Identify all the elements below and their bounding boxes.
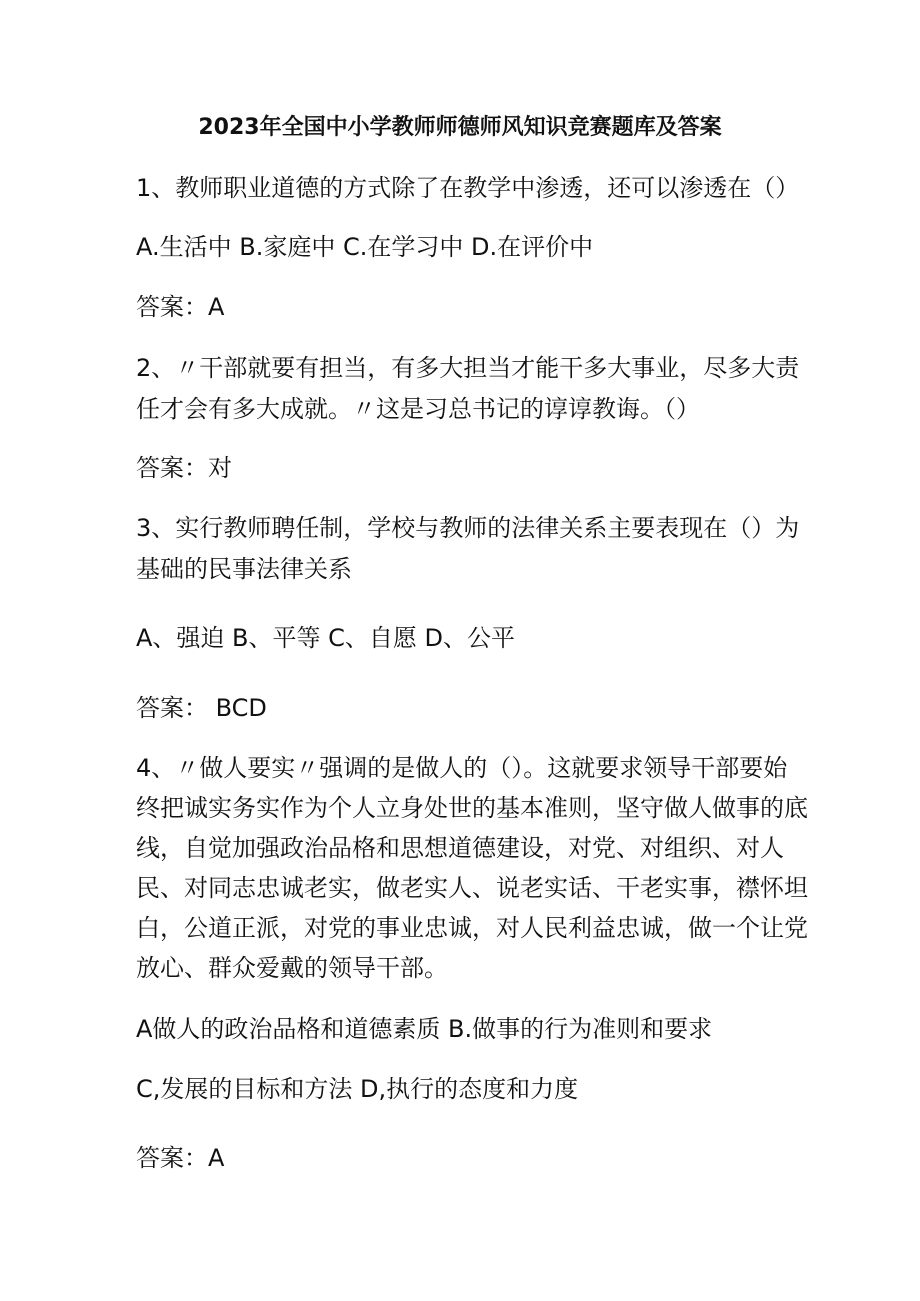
question-4-stem-line-4: 民、对同志忠诚老实，做老实人、说老实话、干老实事，襟怀坦 (136, 874, 808, 902)
document-title: 2023年全国中小学教师师德师风知识竞赛题库及答案 (198, 115, 722, 140)
question-4-stem-line-3: 线，自觉加强政治品格和思想道德建设，对党、对组织、对人 (136, 834, 784, 862)
question-4-stem-line-1: 4、〃做人要实〃强调的是做人的（）。这就要求领导干部要始 (136, 754, 788, 782)
question-4-stem-line-5: 白，公道正派，对党的事业忠诚，对人民利益忠诚，做一个让党 (136, 914, 808, 942)
question-1-stem-line-1: 1、教师职业道德的方式除了在教学中渗透，还可以渗透在（） (136, 174, 800, 202)
question-1-options: A.生活中 B.家庭中 C.在学习中 D.在评价中 (136, 233, 594, 261)
question-2-stem-line-2: 任才会有多大成就。〃这是习总书记的谆谆教诲。（） (136, 395, 700, 423)
question-4-stem-line-2: 终把诚实务实作为个人立身处世的基本准则，坚守做人做事的底 (136, 794, 808, 822)
question-2-answer: 答案：对 (136, 454, 232, 482)
question-4-answer: 答案：A (136, 1144, 225, 1172)
question-3-stem-line-2: 基础的民事法律关系 (136, 555, 352, 583)
question-3-answer: 答案： BCD (136, 694, 267, 722)
question-4-options-line-1: A做人的政治品格和道德素质 B.做事的行为准则和要求 (136, 1015, 713, 1043)
question-4-options-line-2: C,发展的目标和方法 D,执行的态度和力度 (136, 1075, 579, 1103)
question-4-stem-line-6: 放心、群众爱戴的领导干部。 (136, 954, 448, 982)
question-1-answer: 答案：A (136, 293, 225, 321)
question-3-options: A、强迫 B、平等 C、自愿 D、公平 (136, 624, 516, 652)
question-3-stem-line-1: 3、实行教师聘任制，学校与教师的法律关系主要表现在（）为 (136, 514, 800, 542)
question-2-stem-line-1: 2、〃干部就要有担当，有多大担当才能干多大事业，尽多大责 (136, 354, 800, 382)
